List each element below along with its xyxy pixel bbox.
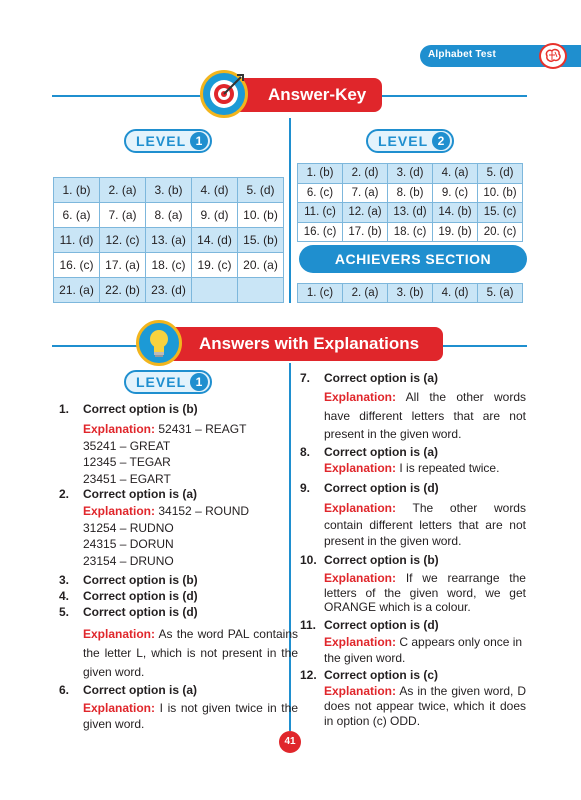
- question-answer: Correct option is (b): [83, 402, 198, 416]
- answer-cell: 3. (d): [388, 164, 433, 184]
- explanation-label: Explanation:: [83, 627, 156, 641]
- explanations-level-number: 1: [190, 373, 208, 391]
- answer-cell: 16. (c): [298, 222, 343, 242]
- explanation-label: Explanation:: [83, 504, 156, 518]
- question-number: 7.: [300, 371, 311, 385]
- question-answer: Correct option is (d): [324, 481, 439, 495]
- table-row: [54, 278, 284, 303]
- explanation-label: Explanation:: [324, 635, 397, 649]
- explanation-line: 35241 – GREAT: [83, 438, 171, 453]
- answer-cell: 6. (c): [298, 183, 343, 203]
- level-2-pill: [366, 129, 454, 153]
- answer-cell: 5. (a): [478, 284, 523, 303]
- answer-cell: [192, 278, 238, 303]
- table-row: [54, 178, 284, 203]
- answer-cell: 15. (c): [478, 203, 523, 223]
- level-2-answer-table: [297, 163, 523, 242]
- explanation: [324, 571, 526, 615]
- question-number: 1.: [59, 402, 70, 416]
- answer-cell: 21. (a): [54, 278, 100, 303]
- answer-cell: 5. (d): [478, 164, 523, 184]
- question-answer: Correct option is (c): [324, 668, 439, 682]
- brain-icon: [539, 43, 567, 69]
- explanation-text: As the word PAL contains the letter L, which is not present in the given word.: [83, 627, 299, 679]
- answer-cell: 19. (c): [192, 253, 238, 278]
- table-row: [54, 203, 284, 228]
- question-answer: Correct option is (a): [83, 683, 198, 697]
- answer-cell: 6. (a): [54, 203, 100, 228]
- chapter-tab-label: Alphabet Test: [428, 49, 496, 60]
- question-number: 8.: [300, 445, 311, 459]
- explanations-banner: [165, 327, 443, 361]
- explanation: [324, 684, 526, 729]
- question-answer: Correct option is (d): [83, 589, 198, 603]
- answer-cell: 20. (a): [238, 253, 284, 278]
- answer-cell: 13. (a): [146, 228, 192, 253]
- answer-cell: 13. (d): [388, 203, 433, 223]
- answer-cell: 3. (b): [388, 284, 433, 303]
- explanation-line: 31254 – RUDNO: [83, 520, 174, 535]
- answer-cell: 18. (c): [146, 253, 192, 278]
- table-row: [54, 228, 284, 253]
- answer-cell: 2. (d): [343, 164, 388, 184]
- level-1-label: LEVEL: [136, 133, 187, 149]
- explanation: [83, 625, 298, 682]
- explanation-text: All the other words have different letters that are not present in the given word.: [324, 390, 526, 441]
- explanations-level-label: LEVEL: [136, 374, 187, 390]
- question-answer: Correct option is (b): [83, 573, 198, 587]
- answer-cell: 10. (b): [238, 203, 284, 228]
- question-number: 11.: [300, 618, 317, 632]
- lightbulb-icon: [136, 320, 182, 366]
- explanation: [83, 503, 298, 569]
- explanation-line: 24315 – DORUN: [83, 537, 174, 551]
- table-row: [298, 203, 523, 223]
- answer-cell: 12. (a): [343, 203, 388, 223]
- question-answer: Correct option is (d): [324, 618, 439, 632]
- achievers-section-title: ACHIEVERS SECTION: [299, 245, 527, 273]
- answer-cell: 1. (b): [54, 178, 100, 203]
- answer-key-banner: [232, 78, 382, 112]
- achievers-answer-table: [297, 283, 523, 303]
- chapter-tab: [420, 45, 581, 67]
- table-row: [54, 253, 284, 278]
- table-row: [298, 183, 523, 203]
- answer-cell: 7. (a): [343, 183, 388, 203]
- explanations-title: Answers with Explanations: [199, 334, 420, 353]
- level-2-label: LEVEL: [378, 133, 429, 149]
- explanation-label: Explanation:: [324, 390, 397, 404]
- answer-cell: 14. (d): [192, 228, 238, 253]
- answer-cell: 16. (c): [54, 253, 100, 278]
- level-2-number: 2: [432, 132, 450, 150]
- explanation-text: C appears only once in the given word.: [324, 635, 523, 665]
- question-answer: Correct option is (b): [324, 553, 439, 567]
- level-1-pill: [124, 129, 212, 153]
- answer-cell: 2. (a): [343, 284, 388, 303]
- answer-cell: 8. (b): [388, 183, 433, 203]
- answer-cell: 7. (a): [100, 203, 146, 228]
- question-answer: Correct option is (a): [324, 371, 439, 385]
- table-row: [298, 164, 523, 184]
- answer-cell: 11. (c): [298, 203, 343, 223]
- level-1-number: 1: [190, 132, 208, 150]
- question-answer: Correct option is (d): [83, 605, 198, 619]
- table-row: [298, 222, 523, 242]
- explanation-label: Explanation:: [324, 501, 397, 515]
- answer-cell: 23. (d): [146, 278, 192, 303]
- explanation-line: 23154 – DRUNO: [83, 553, 174, 568]
- answer-cell: 9. (c): [433, 183, 478, 203]
- answer-cell: 15. (b): [238, 228, 284, 253]
- answer-cell: 4. (a): [433, 164, 478, 184]
- answer-cell: 4. (d): [433, 284, 478, 303]
- table-row: [298, 284, 523, 303]
- explanation-line: 23451 – EGART: [83, 471, 171, 486]
- explanation: [324, 388, 526, 444]
- question-number: 2.: [59, 487, 70, 501]
- explanation-label: Explanation:: [83, 422, 156, 436]
- answer-cell: 1. (c): [298, 284, 343, 303]
- target-icon: [200, 70, 248, 118]
- explanation-text: I is not given twice in the given word.: [83, 701, 298, 731]
- explanation-text: The other words contain different letters that are not present in the given word.: [324, 501, 526, 548]
- answer-cell: 10. (b): [478, 183, 523, 203]
- question-number: 4.: [59, 589, 70, 603]
- explanation-line: 12345 – TEGAR: [83, 455, 171, 469]
- answer-cell: 1. (b): [298, 164, 343, 184]
- answer-cell: 11. (d): [54, 228, 100, 253]
- explanations-level-pill: [124, 370, 212, 394]
- explanation-label: Explanation:: [324, 571, 397, 585]
- explanation-label: Explanation:: [83, 701, 156, 715]
- question-number: 5.: [59, 605, 70, 619]
- explanation: [83, 700, 298, 732]
- explanation-line: 34152 – ROUND: [158, 504, 250, 518]
- answer-cell: 2. (a): [100, 178, 146, 203]
- answer-cell: 14. (b): [433, 203, 478, 223]
- question-number: 10.: [300, 553, 317, 567]
- answer-cell: 17. (a): [100, 253, 146, 278]
- answer-key-divider: [289, 118, 291, 303]
- explanation-text: As in the given word, D does not appear twice, which it does in option (c) ODD.: [324, 684, 526, 728]
- answer-cell: 12. (c): [100, 228, 146, 253]
- answer-cell: 20. (c): [478, 222, 523, 242]
- page-number: 41: [279, 731, 301, 753]
- explanation-text: I is repeated twice.: [399, 461, 500, 475]
- answer-cell: 5. (d): [238, 178, 284, 203]
- explanation-line: 52431 – REAGT: [158, 422, 247, 436]
- explanation: [324, 461, 526, 476]
- answer-cell: 19. (b): [433, 222, 478, 242]
- question-number: 9.: [300, 481, 311, 495]
- answer-cell: 9. (d): [192, 203, 238, 228]
- question-answer: Correct option is (a): [83, 487, 198, 501]
- level-1-answer-table: [53, 177, 284, 303]
- answer-cell: 4. (d): [192, 178, 238, 203]
- question-number: 3.: [59, 573, 70, 587]
- answer-cell: 18. (c): [388, 222, 433, 242]
- answer-key-title: Answer-Key: [268, 85, 367, 104]
- explanation-label: Explanation:: [324, 684, 397, 698]
- answer-cell: 8. (a): [146, 203, 192, 228]
- question-answer: Correct option is (a): [324, 445, 439, 459]
- answer-cell: [238, 278, 284, 303]
- explanation-label: Explanation:: [324, 461, 397, 475]
- explanation: [324, 634, 526, 666]
- question-number: 6.: [59, 683, 70, 697]
- answer-cell: 3. (b): [146, 178, 192, 203]
- explanation: [324, 500, 526, 550]
- answer-cell: 17. (b): [343, 222, 388, 242]
- explanation-text: If we rearrange the letters of the given word, we get ORANGE which is a colour.: [324, 571, 526, 614]
- answer-cell: 22. (b): [100, 278, 146, 303]
- question-number: 12.: [300, 668, 317, 682]
- explanation: [83, 421, 298, 487]
